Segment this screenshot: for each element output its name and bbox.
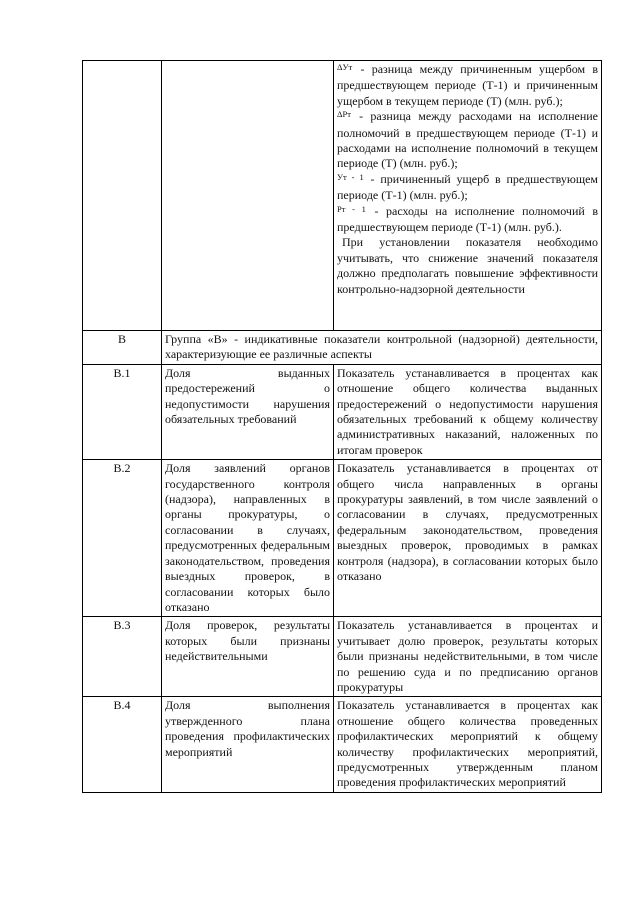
legend-symbol: Ут - 1	[337, 171, 364, 182]
group-code: В	[83, 331, 162, 365]
empty-cell	[162, 61, 334, 331]
legend-symbol: ΔУт	[337, 62, 353, 72]
legend-item	[337, 204, 598, 236]
table-row	[83, 61, 602, 331]
row-description: Показатель устанавливается в процентах и учитывает долю проверок, результаты которых были признаны недействительными, в том числе по решению суда и по предписанию органов прокуратуры	[334, 617, 602, 697]
formula-legend-cell	[334, 61, 602, 331]
row-description: Показатель устанавливается в процентах от общего числа направленных в органы прокуратуры заявлений, в том числе заявлений о согласовании в случаях, предусмотренных федеральным законодательством, проведения выездных проверок, проводимых в рамках контроля (надзора), в согласовании которых было отказано	[334, 460, 602, 617]
row-description: Показатель устанавливается в процентах как отношение общего количества выданных предостережений о недопустимости нарушения обязательных требований к общему количеству административных наказаний, наложенных по итогам проверок	[334, 364, 602, 459]
legend-text: - разница между расходами на исполнение полномочий в предшествующем периоде (Т-1) и расходами на исполнение полномочий в текущем периоде (Т) (млн. руб.);	[337, 109, 598, 171]
legend-item	[337, 62, 598, 109]
table-row	[83, 460, 602, 617]
legend-item	[337, 109, 598, 172]
row-code: В.2	[83, 460, 162, 617]
group-row	[83, 331, 602, 365]
legend-symbol: ΔРт	[337, 109, 351, 120]
legend-note: При установлении показателя необходимо учитывать, что снижение значений показателя должно предполагать повышение эффективности контрольно-надзорной деятельности	[337, 235, 598, 296]
row-description: Показатель устанавливается в процентах как отношение общего количества проведенных профилактических мероприятий к общему количеству профилактических мероприятий, предусмотренных утвержденным планом проведения профилактических мероприятий	[334, 697, 602, 792]
row-name: Доля выполнения утвержденного плана проведения профилактических мероприятий	[162, 697, 334, 792]
indicators-table	[82, 60, 602, 793]
empty-cell	[83, 61, 162, 331]
row-code: В.4	[83, 697, 162, 792]
row-name: Доля проверок, результаты которых были признаны недействительными	[162, 617, 334, 697]
legend-item	[337, 172, 598, 204]
table-row	[83, 364, 602, 459]
legend-symbol: Рт - 1	[337, 203, 366, 214]
row-code: В.1	[83, 364, 162, 459]
table-row	[83, 697, 602, 792]
table-row	[83, 617, 602, 697]
legend-text: - расходы на исполнение полномочий в предшествующем периоде (Т-1) (млн. руб.).	[337, 203, 599, 235]
legend-text: - причиненный ущерб в предшествующем периоде (Т-1) (млн. руб.);	[337, 171, 598, 203]
group-description: Группа «В» - индикативные показатели контрольной (надзорной) деятельности, характеризующие ее различные аспекты	[162, 331, 602, 365]
row-name: Доля выданных предостережений о недопустимости нарушения обязательных требований	[162, 364, 334, 459]
row-name: Доля заявлений органов государственного контроля (надзора), направленных в органы прокуратуры, о согласовании в случаях, предусмотренных федеральным законодательством, проведения выездных проверок, в согласовании которых было отказано	[162, 460, 334, 617]
row-code: В.3	[83, 617, 162, 697]
legend-text: - разница между причиненным ущербом в предшествующем периоде (Т-1) и причиненным ущербом в текущем периоде (Т) (млн. руб.);	[337, 62, 598, 108]
